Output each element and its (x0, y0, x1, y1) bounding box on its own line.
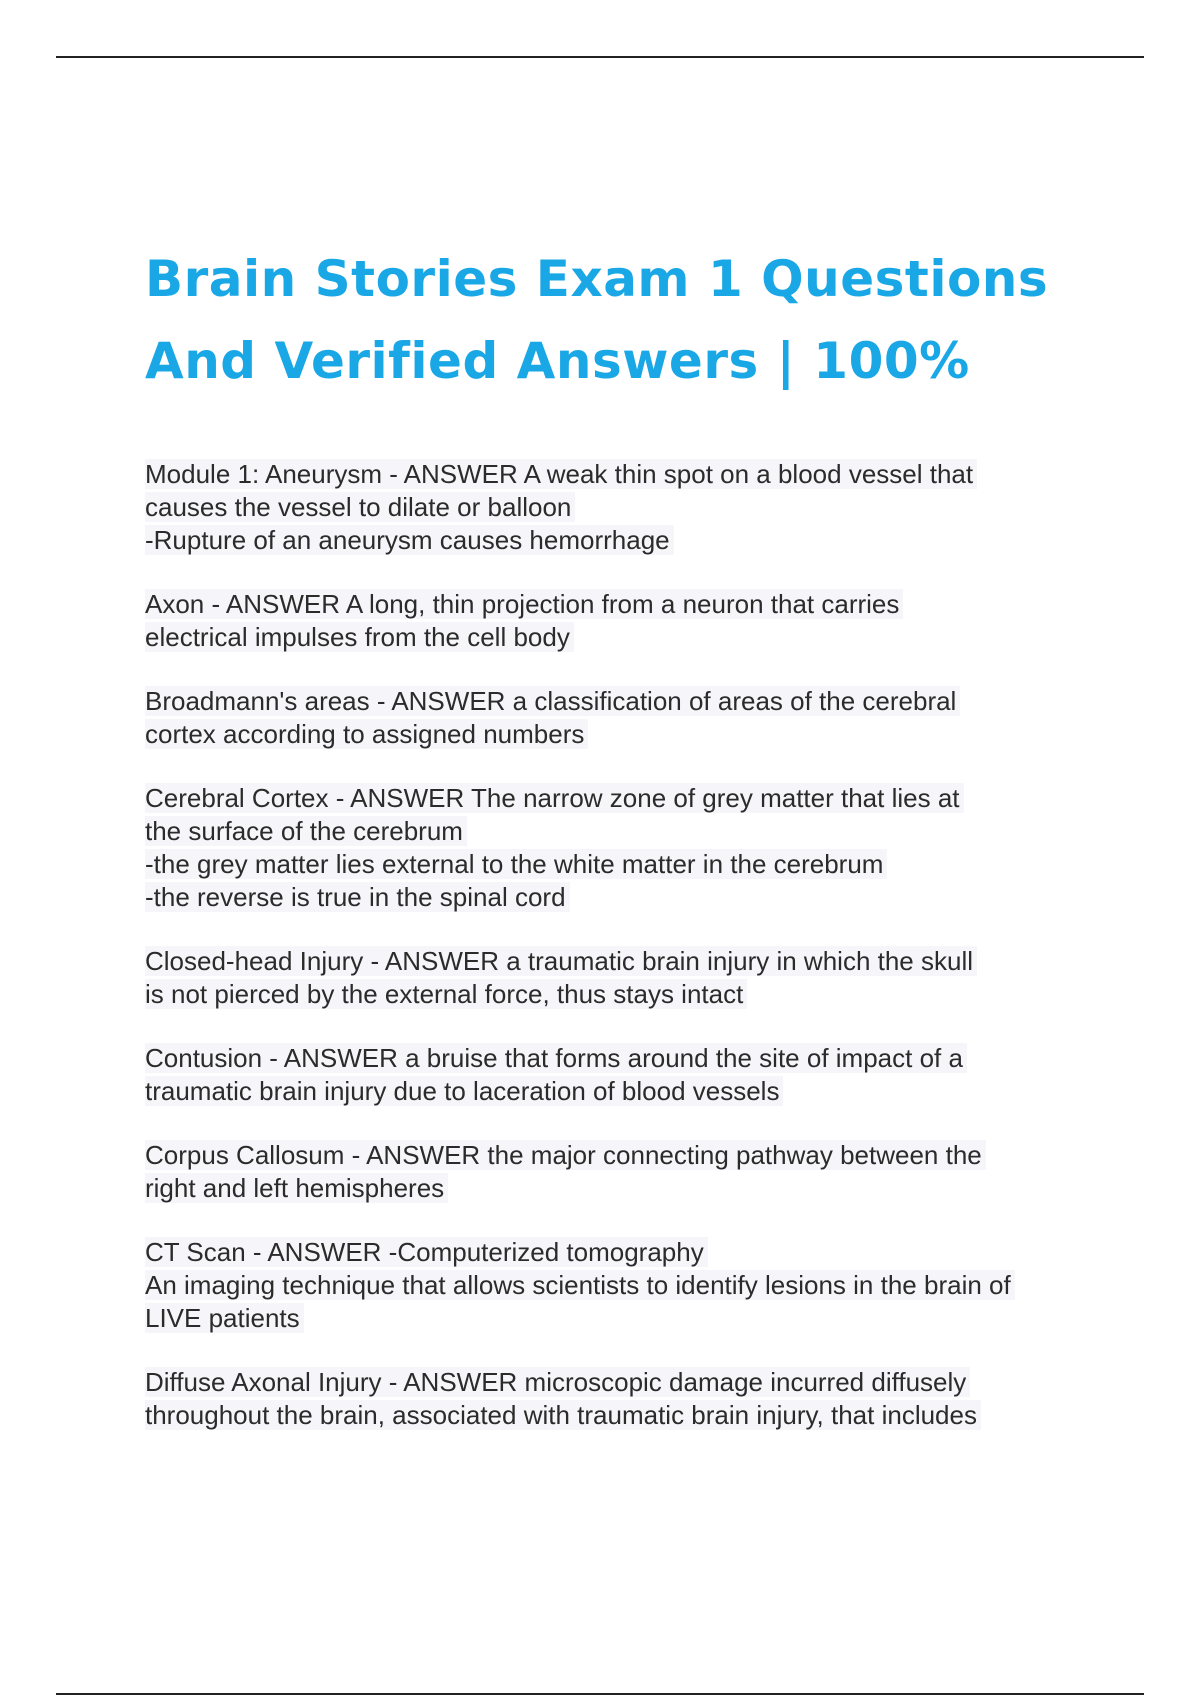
entry-text-line: An imaging technique that allows scientists to identify lesions in the brain of (145, 1270, 1015, 1300)
entry-text-line: Diffuse Axonal Injury - ANSWER microscopic damage incurred diffusely (145, 1367, 970, 1397)
title-line-1: Brain Stories Exam 1 Questions (145, 250, 1049, 308)
qa-entry-axon (145, 588, 1085, 654)
qa-entry-aneurysm (145, 458, 1085, 557)
qa-entry-ct-scan (145, 1236, 1085, 1335)
entry-text-line: electrical impulses from the cell body (145, 622, 574, 652)
entry-text-line: -Rupture of an aneurysm causes hemorrhage (145, 525, 674, 555)
entry-text-line: Cerebral Cortex - ANSWER The narrow zone of grey matter that lies at (145, 783, 964, 813)
bottom-rule (56, 1693, 1144, 1695)
entry-text-line: Axon - ANSWER A long, thin projection from a neuron that carries (145, 589, 903, 619)
title-line-2: And Verified Answers | 100% (145, 332, 970, 390)
entry-text-line: CT Scan - ANSWER -Computerized tomography (145, 1237, 708, 1267)
qa-entry-broadmanns-areas (145, 685, 1085, 751)
qa-entry-corpus-callosum (145, 1139, 1085, 1205)
entry-text-line: is not pierced by the external force, thus stays intact (145, 979, 747, 1009)
top-rule (56, 56, 1144, 58)
entry-text-line: -the reverse is true in the spinal cord (145, 882, 570, 912)
entry-text-line: traumatic brain injury due to laceration of blood vessels (145, 1076, 783, 1106)
entry-text-line: Closed-head Injury - ANSWER a traumatic brain injury in which the skull (145, 946, 977, 976)
entry-text-line: LIVE patients (145, 1303, 304, 1333)
entry-text-line: the surface of the cerebrum (145, 816, 467, 846)
entry-text-line: Contusion - ANSWER a bruise that forms around the site of impact of a (145, 1043, 967, 1073)
qa-entry-cerebral-cortex (145, 782, 1085, 914)
entry-text-line: right and left hemispheres (145, 1173, 448, 1203)
entry-text-line: throughout the brain, associated with traumatic brain injury, that includes (145, 1400, 981, 1430)
qa-entry-contusion (145, 1042, 1085, 1108)
entry-text-line: -the grey matter lies external to the white matter in the cerebrum (145, 849, 887, 879)
entry-text-line: Broadmann's areas - ANSWER a classification of areas of the cerebral (145, 686, 960, 716)
qa-list (145, 458, 1085, 1463)
entry-text-line: cortex according to assigned numbers (145, 719, 588, 749)
entry-text-line: causes the vessel to dilate or balloon (145, 492, 575, 522)
entry-text-line: Module 1: Aneurysm - ANSWER A weak thin spot on a blood vessel that (145, 459, 977, 489)
qa-entry-closed-head-injury (145, 945, 1085, 1011)
entry-text-line: Corpus Callosum - ANSWER the major connecting pathway between the (145, 1140, 986, 1170)
document-title (145, 238, 1105, 402)
qa-entry-diffuse-axonal-injury (145, 1366, 1085, 1432)
